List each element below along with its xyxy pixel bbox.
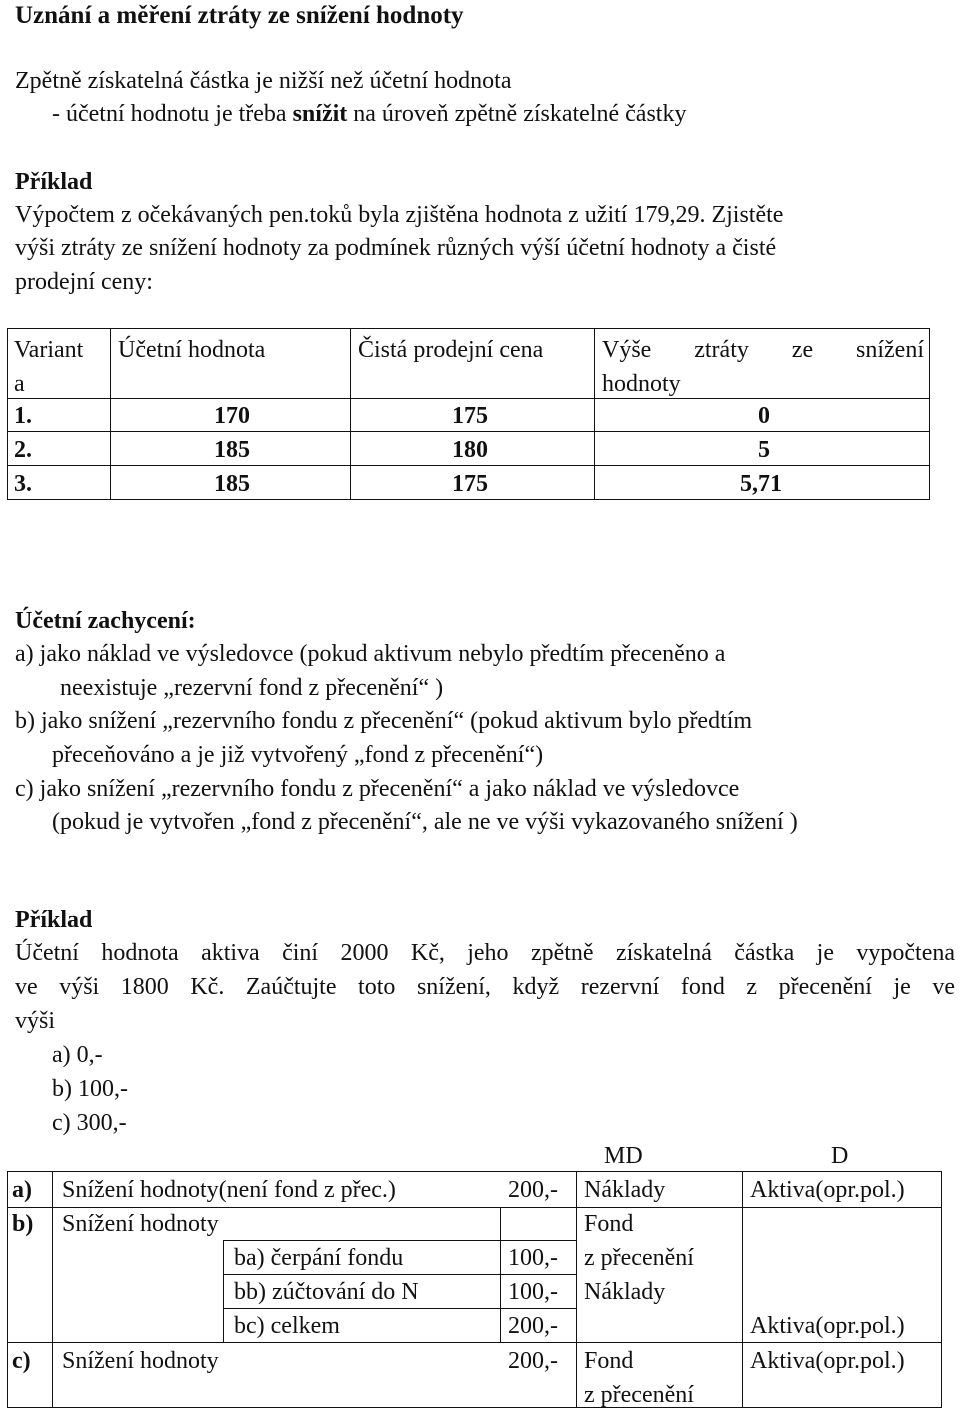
- row-amount: 100,-: [508, 1245, 558, 1271]
- row-debit: Náklady: [584, 1279, 666, 1305]
- row-description: Snížení hodnoty(není fond z přec.): [62, 1177, 396, 1203]
- row-debit: Náklady: [584, 1177, 666, 1203]
- row-debit: Fond: [584, 1348, 634, 1374]
- table-divider: [223, 1274, 576, 1275]
- row-amount: 200,-: [508, 1313, 558, 1339]
- header-net-price: Čistá prodejní cena: [358, 337, 544, 363]
- page-title: Uznání a měření ztráty ze snížení hodnoty: [15, 2, 464, 29]
- row-credit: Aktiva(opr.pol.): [750, 1177, 905, 1203]
- row-description: ba) čerpání fondu: [234, 1245, 404, 1271]
- accounting-c-line-2: (pokud je vytvořen „fond z přecenění“, ale ne ve výši vykazovaného snížení ): [52, 809, 798, 835]
- accounting-label: Účetní zachycení:: [15, 608, 196, 634]
- impairment-table: [7, 328, 930, 500]
- row-debit: z přecenění: [584, 1245, 694, 1271]
- row-variant: 2.: [14, 437, 32, 463]
- row-book-value: 185: [214, 471, 250, 497]
- table-divider: [350, 329, 351, 499]
- row-loss: 5,71: [740, 471, 782, 497]
- example-2-line-1: Účetní hodnota aktiva činí 2000 Kč, jeho zpětně získatelná částka je vypočtena: [15, 940, 955, 966]
- column-md: MD: [604, 1143, 643, 1169]
- table-divider: [8, 398, 929, 399]
- accounting-a-line-2: neexistuje „rezervní fond z přecenění“ ): [60, 675, 444, 701]
- row-label: a): [12, 1177, 32, 1203]
- intro-line-2-prefix: - účetní hodnotu je třeba: [52, 101, 293, 127]
- row-amount: 200,-: [508, 1177, 558, 1203]
- table-divider: [223, 1240, 224, 1342]
- example-2-line-2: ve výši 1800 Kč. Zaúčtujte toto snížení, když rezervní fond z přecenění je ve: [15, 974, 955, 1000]
- row-debit-cont: z přecenění: [584, 1382, 694, 1408]
- table-divider: [8, 1342, 941, 1343]
- example-1-label: Příklad: [15, 169, 93, 195]
- header-variant: Variant: [14, 337, 84, 363]
- row-variant: 1.: [14, 403, 32, 429]
- header-book-value: Účetní hodnota: [118, 337, 266, 363]
- table-divider: [8, 465, 929, 466]
- row-net-price: 175: [452, 403, 488, 429]
- row-variant: 3.: [14, 471, 32, 497]
- intro-line-1: Zpětně získatelná částka je nižší než účetní hodnota: [15, 68, 512, 94]
- header-loss: Výše ztráty ze snížení: [602, 337, 924, 363]
- accounting-c-line-1: c) jako snížení „rezervního fondu z přecenění“ a jako náklad ve výsledovce: [15, 776, 740, 802]
- row-loss: 0: [758, 403, 770, 429]
- row-description: Snížení hodnoty: [62, 1348, 219, 1374]
- table-divider: [594, 329, 595, 499]
- example-2-line-3: výši: [15, 1008, 56, 1034]
- table-divider: [223, 1308, 576, 1309]
- example-2-option-b: b) 100,-: [52, 1076, 128, 1102]
- table-divider: [8, 431, 929, 432]
- row-book-value: 170: [214, 403, 250, 429]
- header-loss-cont: hodnoty: [602, 371, 681, 397]
- row-credit: Aktiva(opr.pol.): [750, 1313, 905, 1339]
- table-divider: [8, 1207, 941, 1208]
- table-divider: [110, 329, 111, 499]
- row-credit: Aktiva(opr.pol.): [750, 1348, 905, 1374]
- journal-table: [7, 1171, 942, 1408]
- row-loss: 5: [758, 437, 770, 463]
- row-book-value: 185: [214, 437, 250, 463]
- accounting-b-line-1: b) jako snížení „rezervního fondu z přecenění“ (pokud aktivum bylo předtím: [15, 708, 753, 734]
- row-description: bb) zúčtování do N: [234, 1279, 419, 1305]
- row-amount: 200,-: [508, 1348, 558, 1374]
- example-1-line-3: prodejní ceny:: [15, 269, 153, 295]
- example-2-label: Příklad: [15, 907, 93, 933]
- row-label: c): [12, 1348, 31, 1374]
- intro-line-2: [52, 102, 686, 126]
- example-1-line-2: výši ztráty ze snížení hodnoty za podmínek různých výší účetní hodnoty a čisté: [15, 235, 777, 261]
- table-divider: [223, 1240, 576, 1241]
- intro-line-2-bold: snížit: [292, 101, 348, 127]
- row-label: b): [12, 1211, 34, 1237]
- row-description: bc) celkem: [234, 1313, 340, 1339]
- example-2-option-a: a) 0,-: [52, 1042, 103, 1068]
- row-amount: 100,-: [508, 1279, 558, 1305]
- header-variant-cont: a: [14, 371, 25, 397]
- column-d: D: [831, 1143, 849, 1169]
- example-1-line-1: Výpočtem z očekávaných pen.toků byla zjištěna hodnota z užití 179,29. Zjistěte: [15, 202, 784, 228]
- row-debit: Fond: [584, 1211, 634, 1237]
- intro-line-2-suffix: na úroveň zpětně získatelné částky: [347, 101, 687, 127]
- example-2-option-c: c) 300,-: [52, 1110, 127, 1136]
- accounting-a-line-1: a) jako náklad ve výsledovce (pokud aktivum nebylo předtím přeceněno a: [15, 641, 726, 667]
- row-description: Snížení hodnoty: [62, 1211, 219, 1237]
- accounting-b-line-2: přeceňováno a je již vytvořený „fond z přecenění“): [52, 742, 544, 768]
- row-net-price: 180: [452, 437, 488, 463]
- row-net-price: 175: [452, 471, 488, 497]
